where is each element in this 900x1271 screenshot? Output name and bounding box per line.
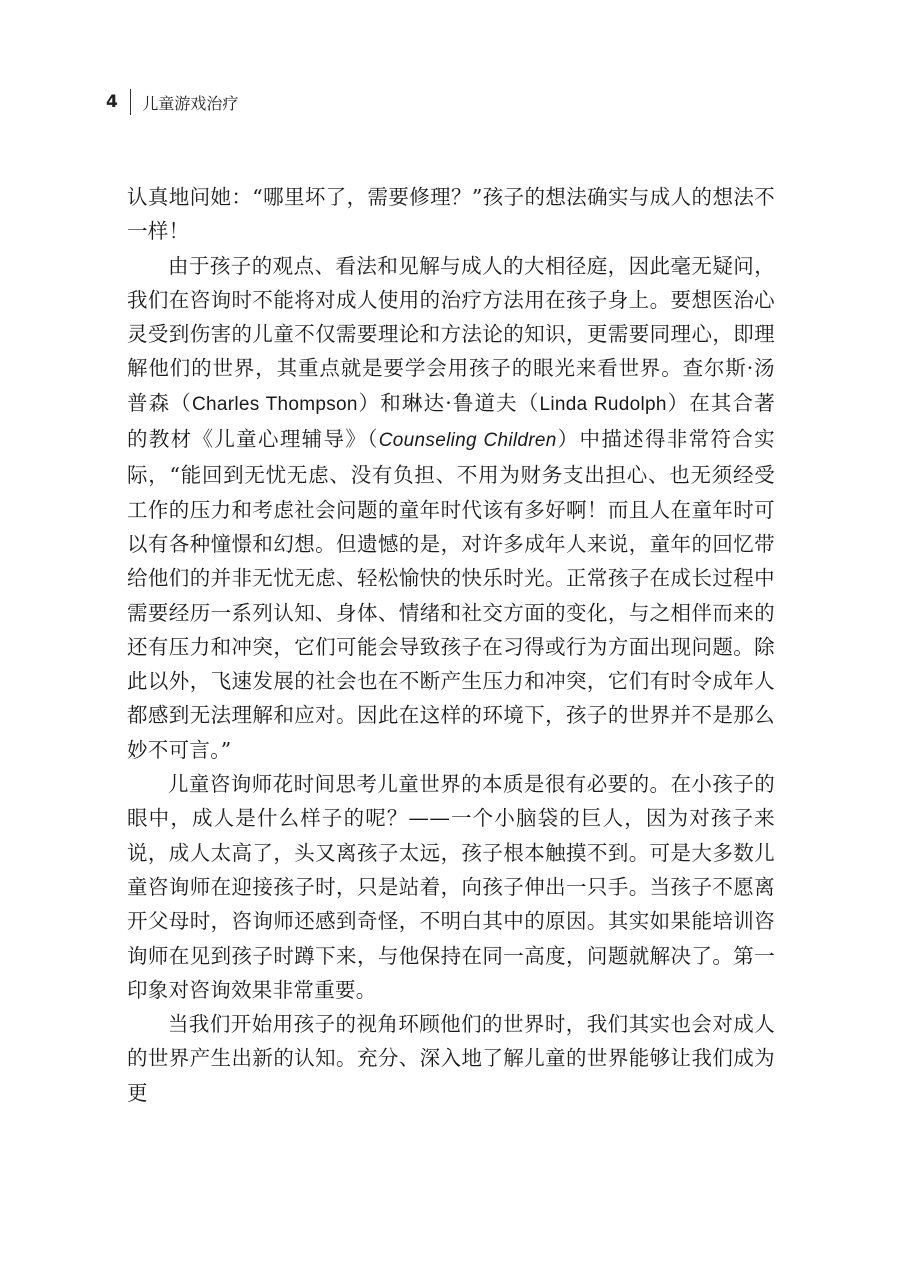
paragraph-2 xyxy=(127,249,775,767)
paragraph-1: 认真地问她：“哪里坏了，需要修理？”孩子的想法确实与成人的想法不一样！ xyxy=(127,185,775,244)
paragraph-2-text-d: ）中描述得非常符合实际，“能回到无忧无虑、没有负担、不用为财务支出担心、也无须经受工作的压力和考虑社会问题的童年时代该有多好啊！而且人在童年时可以有各种憧憬和幻想。但遗憾的是，对许多成年人来说，童年的回忆带给他们的并非无忧无虑、轻松愉快的快乐时光。正常孩子在成长过程中需要经历一系列认知、身体、情绪和社交方面的变化，与之相伴而来的还有压力和冲突，它们可能会导致孩子在习得或行为方面出现问题。除此以外，飞速发展的社会也在不断产生压力和冲突，它们有时令成年人都感到无法理解和应对。因此在这样的环境下，孩子的世界并不是那么妙不可言。” xyxy=(127,427,775,762)
page-number: 4 xyxy=(106,92,118,112)
paragraph-2-text-c: ）在其合著的教材《儿童心理辅导》（ xyxy=(127,390,775,452)
paragraph-2-text-b: ）和琳达·鲁道夫（ xyxy=(357,390,540,415)
author-name-thompson: Charles Thompson xyxy=(191,393,358,415)
paragraph-2-text-a: 由于孩子的观点、看法和见解与成人的大相径庭，因此毫无疑问，我们在咨询时不能将对成人使用的治疗方法用在孩子身上。要想医治心灵受到伤害的儿童不仅需要理论和方法论的知识，更需要同理心，即理解他们的世界，其重点就是要学会用孩子的眼光来看世界。查尔斯·汤普森（ xyxy=(127,253,775,415)
body-text xyxy=(127,180,775,1110)
running-header xyxy=(106,88,238,116)
running-title: 儿童游戏治疗 xyxy=(142,93,239,113)
paragraph-3: 儿童咨询师花时间思考儿童世界的本质是很有必要的。在小孩子的眼中，成人是什么样子的呢？——一个小脑袋的巨人，因为对孩子来说，成人太高了，头又离孩子太远，孩子根本触摸不到。可是大多数儿童咨询师在迎接孩子时，只是站着，向孩子伸出一只手。当孩子不愿离开父母时，咨询师还感到奇怪，不明白其中的原因。其实如果能培训咨询师在见到孩子时蹲下来，与他保持在同一高度，问题就解决了。第一印象对咨询效果非常重要。 xyxy=(127,772,775,1002)
author-name-rudolph: Linda Rudolph xyxy=(539,393,667,415)
header-divider xyxy=(130,89,132,115)
paragraph-4: 当我们开始用孩子的视角环顾他们的世界时，我们其实也会对成人的世界产生出新的认知。充分、深入地了解儿童的世界能够让我们成为更 xyxy=(127,1012,775,1105)
book-title-english: Counseling Children xyxy=(378,430,557,452)
